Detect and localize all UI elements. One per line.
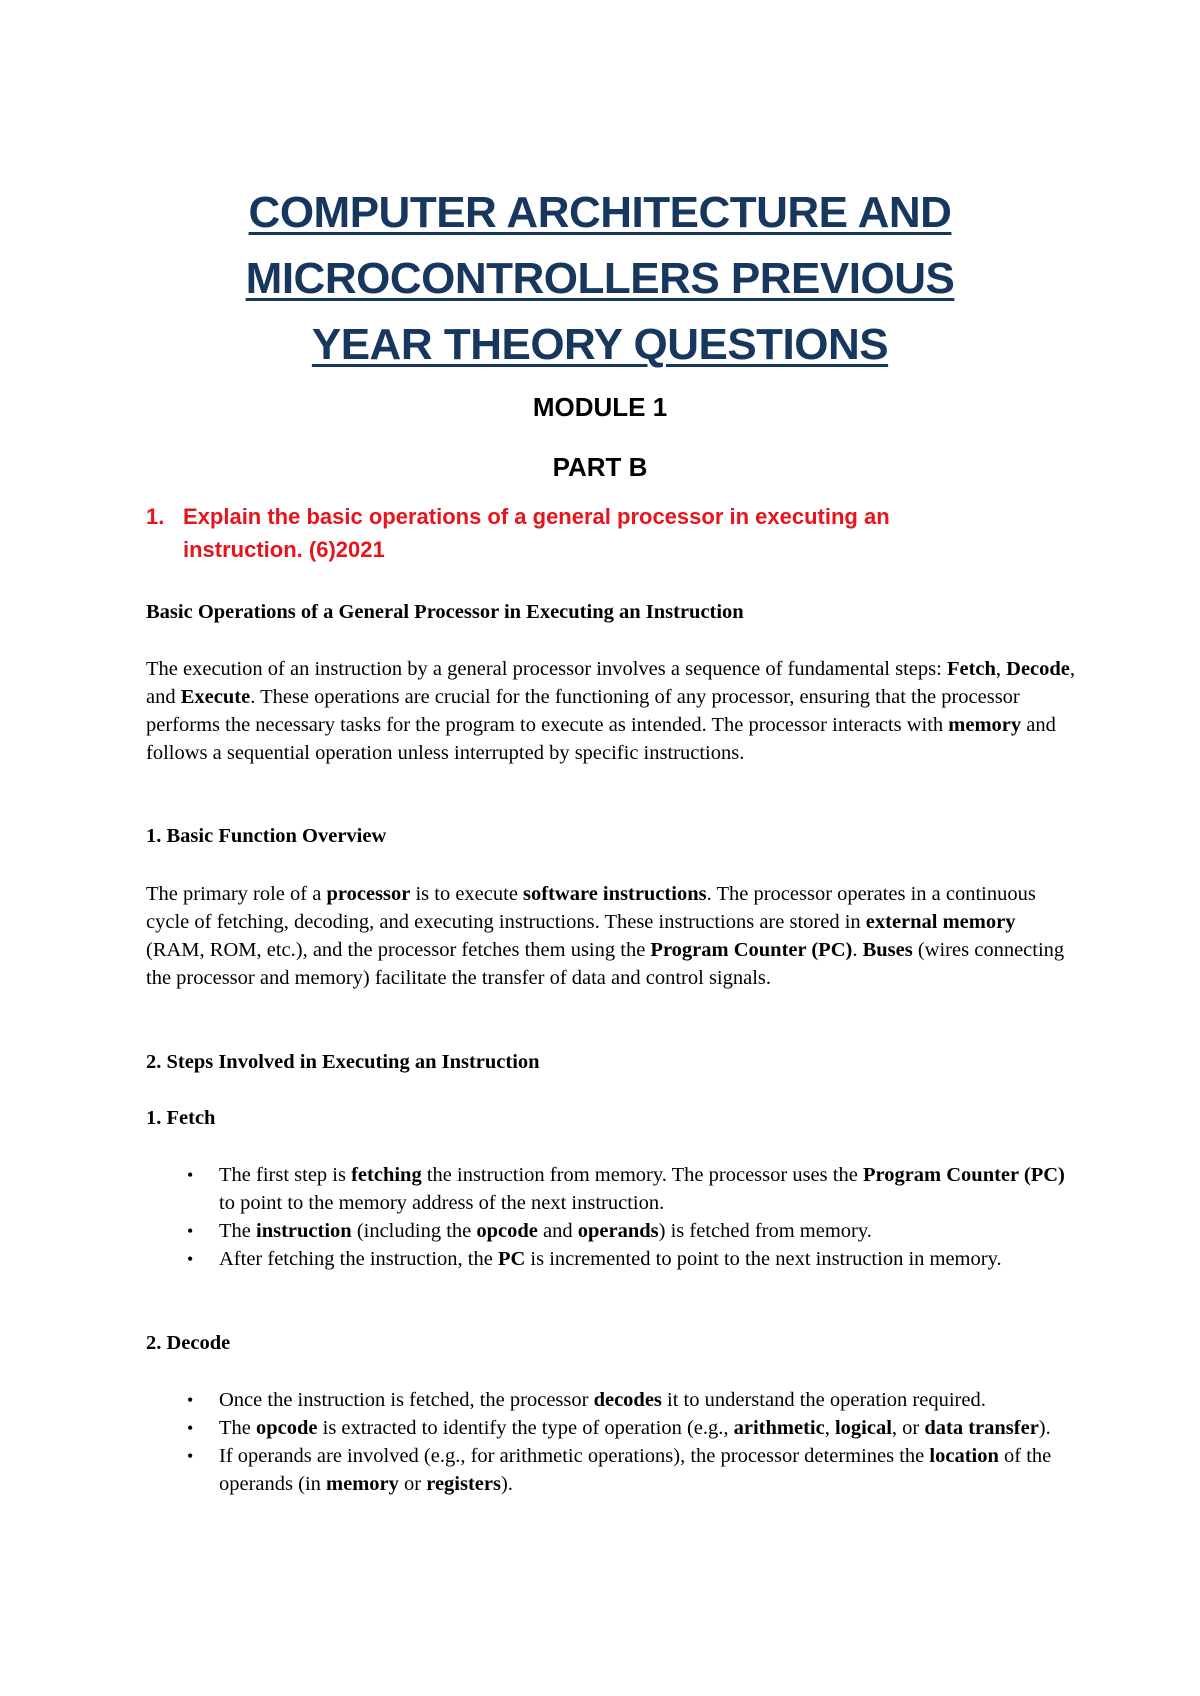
question-text	[183, 500, 1006, 566]
bullet-icon: •	[187, 1165, 194, 1185]
steps-heading: 2. Steps Involved in Executing an Instruction	[146, 1051, 540, 1073]
fetch-list	[146, 1161, 1076, 1273]
list-item: • The opcode is extracted to identify the type of operation (e.g., arithmetic, logical, or data transfer).	[146, 1414, 1076, 1442]
document-title	[0, 180, 1200, 378]
module-heading: MODULE 1	[532, 392, 668, 422]
overview-heading: 1. Basic Function Overview	[146, 825, 387, 847]
title-line-3: YEAR THEORY QUESTIONS	[311, 320, 889, 369]
bullet-icon: •	[187, 1418, 194, 1438]
part-heading: PART B	[552, 452, 648, 482]
fetch-heading: 1. Fetch	[146, 1107, 216, 1129]
list-item: • The first step is fetching the instruction from memory. The processor uses the Program Counter (PC) to point to the memory address of the next instruction.	[146, 1161, 1076, 1217]
bullet-icon: •	[187, 1221, 194, 1241]
list-item: • The instruction (including the opcode and operands) is fetched from memory.	[146, 1217, 1076, 1245]
list-item: • After fetching the instruction, the PC is incremented to point to the next instruction in memory.	[146, 1245, 1076, 1273]
bullet-icon: •	[187, 1249, 194, 1269]
decode-list	[146, 1386, 1076, 1498]
section-heading: Basic Operations of a General Processor in Executing an Instruction	[146, 601, 744, 623]
overview-paragraph: The primary role of a processor is to execute software instructions. The processor operates in a continuous cycle of fetching, decoding, and executing instructions. These instructions are stored in external memory (RAM, ROM, etc.), and the processor fetches them using the Program Counter (PC). Buses (wires connecting the processor and memory) facilitate the transfer of data and control signals.	[146, 883, 1065, 989]
question-number: 1.	[146, 504, 165, 529]
question-line-2: instruction. (6)2021	[183, 537, 385, 562]
decode-heading: 2. Decode	[146, 1332, 231, 1354]
question-1	[146, 500, 1006, 566]
bullet-icon: •	[187, 1390, 194, 1410]
list-item: • If operands are involved (e.g., for arithmetic operations), the processor determines the location of the operands (in memory or registers).	[146, 1442, 1076, 1498]
question-line-1: Explain the basic operations of a general processor in executing an	[183, 504, 890, 529]
intro-paragraph: The execution of an instruction by a general processor involves a sequence of fundamental steps: Fetch, Decode, and Execute. These operations are crucial for the functioning of any processor, ensuring that the processor performs the necessary tasks for the program to execute as intended. The processor interacts with memory and follows a sequential operation unless interrupted by specific instructions.	[146, 658, 1076, 764]
title-line-1: COMPUTER ARCHITECTURE AND	[248, 188, 952, 237]
title-line-2: MICROCONTROLLERS PREVIOUS	[245, 254, 955, 303]
list-item: • Once the instruction is fetched, the processor decodes it to understand the operation required.	[146, 1386, 1076, 1414]
bullet-icon: •	[187, 1446, 194, 1466]
